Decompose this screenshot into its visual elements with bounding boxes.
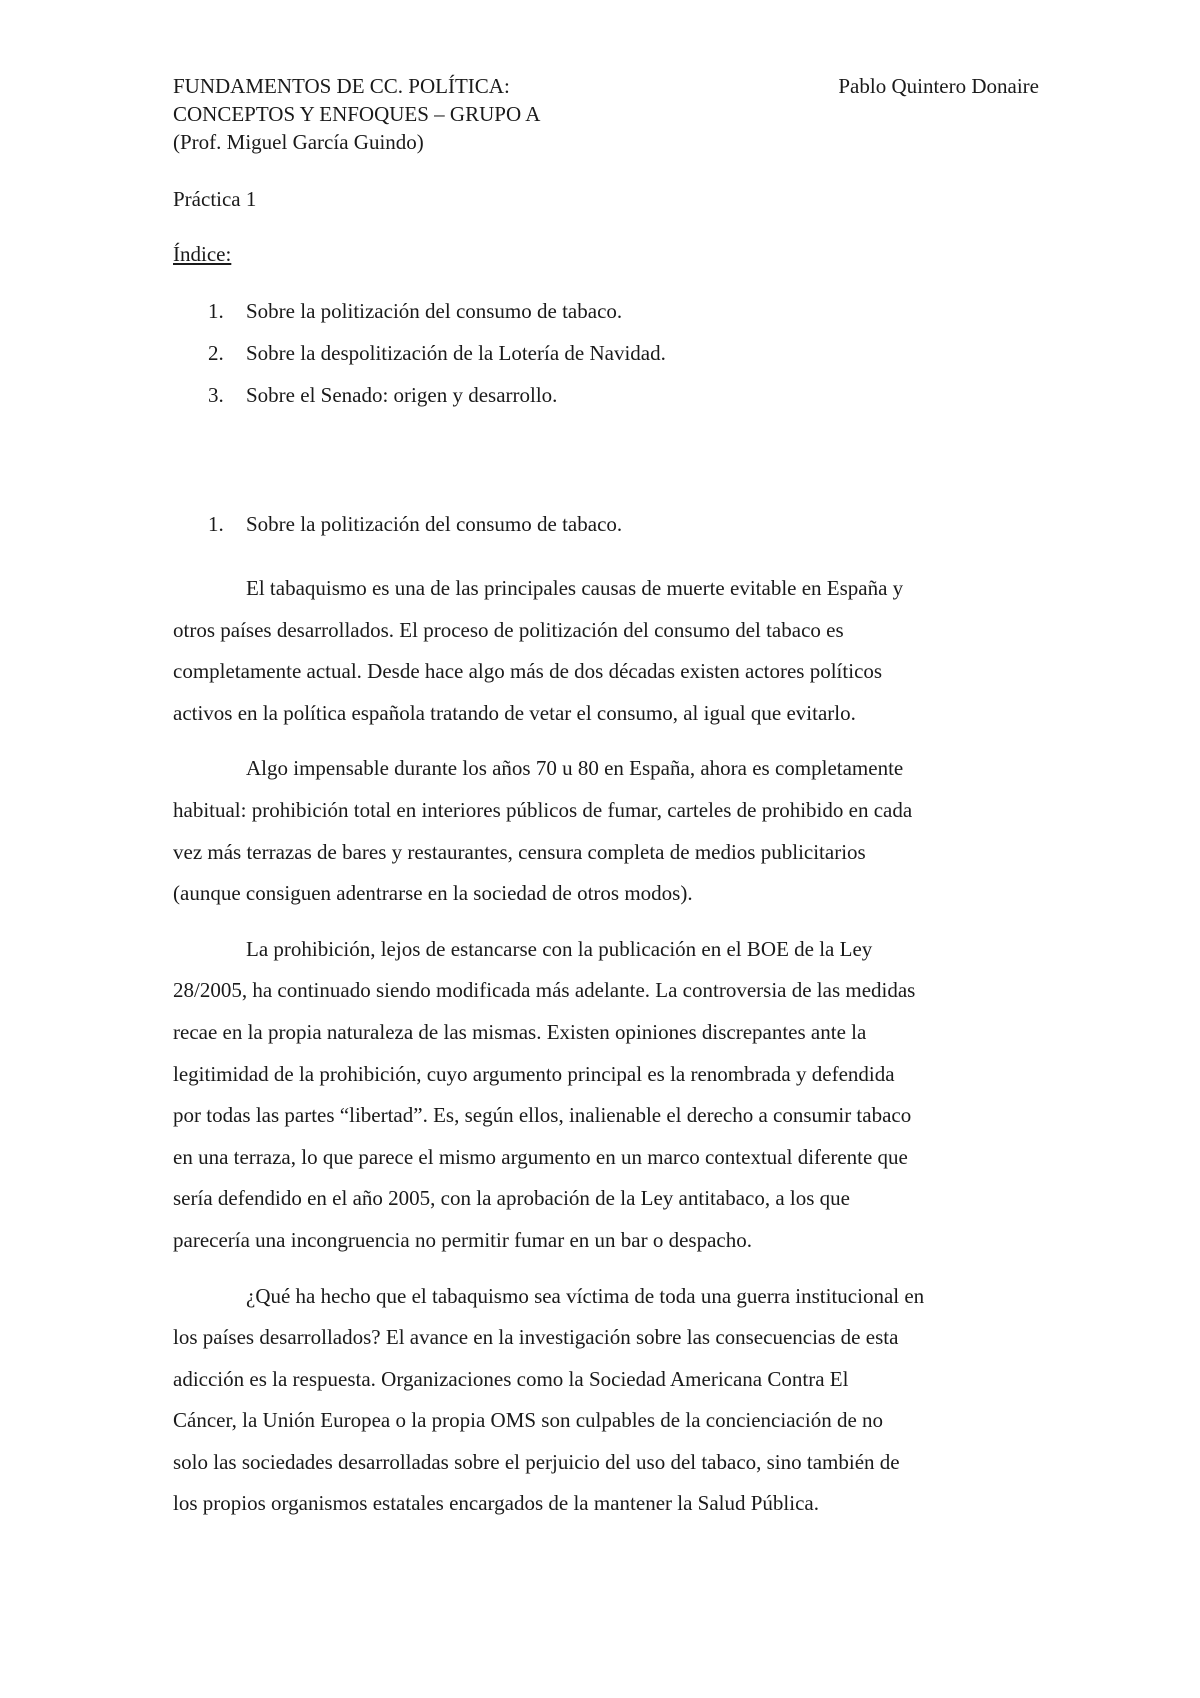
- paragraph-line: adicción es la respuesta. Organizaciones como la Sociedad Americana Contra El: [173, 1366, 849, 1391]
- toc-item: [0, 339, 1200, 381]
- paragraph-line: La prohibición, lejos de estancarse con la publicación en el BOE de la Ley: [246, 936, 873, 961]
- paragraph: [173, 929, 1043, 1262]
- toc-item-number: 1.: [208, 299, 224, 323]
- section-title: Sobre la politización del consumo de tabaco.: [246, 512, 623, 536]
- toc-item-text: Sobre la despolitización de la Lotería de Navidad.: [246, 341, 666, 365]
- paragraph-line: Algo impensable durante los años 70 u 80 en España, ahora es completamente: [246, 756, 904, 781]
- paragraph-line: activos en la política española tratando de vetar el consumo, al igual que evitarlo.: [173, 700, 856, 725]
- paragraph-line: El tabaquismo es una de las principales causas de muerte evitable en España y: [246, 576, 904, 600]
- course-title-line-1: FUNDAMENTOS DE CC. POLÍTICA:: [173, 74, 510, 98]
- toc-item-text: Sobre el Senado: origen y desarrollo.: [246, 383, 558, 407]
- paragraph-line: otros países desarrollados. El proceso de politización del consumo del tabaco es: [173, 617, 844, 642]
- professor-name: (Prof. Miguel García Guindo): [173, 130, 424, 154]
- paragraph-line: por todas las partes “libertad”. Es, según ellos, inalienable el derecho a consumir tabaco: [173, 1103, 912, 1128]
- paragraph-line: ¿Qué ha hecho que el tabaquismo sea víctima de toda una guerra institucional en: [246, 1283, 925, 1308]
- paragraph-line: solo las sociedades desarrolladas sobre el perjuicio del uso del tabaco, sino también de: [173, 1449, 900, 1474]
- paragraph-line: legitimidad de la prohibición, cuyo argumento principal es la renombrada y defendida: [173, 1061, 895, 1086]
- paragraph: [173, 748, 1043, 914]
- paragraph-line: (aunque consiguen adentrarse en la sociedad de otros modos).: [173, 881, 693, 906]
- paragraph-line: Cáncer, la Unión Europea o la propia OMS son culpables de la concienciación de no: [173, 1408, 884, 1433]
- table-of-contents: [0, 297, 1200, 423]
- paragraph-line: 28/2005, ha continuado siendo modificada más adelante. La controversia de las medidas: [173, 978, 916, 1003]
- paragraph: [173, 568, 1043, 734]
- section-number: 1.: [208, 512, 224, 536]
- document-header: [173, 72, 1039, 156]
- author-name: Pablo Quintero Donaire: [838, 74, 1039, 98]
- paragraph-line: en una terraza, lo que parece el mismo argumento en un marco contextual diferente que: [173, 1144, 908, 1169]
- toc-item-number: 3.: [208, 383, 224, 407]
- toc-item-number: 2.: [208, 341, 224, 365]
- paragraph-line: vez más terrazas de bares y restaurantes, censura completa de medios publicitarios: [173, 839, 866, 864]
- section-body: [173, 568, 1043, 1539]
- toc-item-text: Sobre la politización del consumo de tabaco.: [246, 299, 623, 323]
- toc-item: [0, 381, 1200, 423]
- paragraph-line: recae en la propia naturaleza de las mismas. Existen opiniones discrepantes ante la: [173, 1019, 867, 1044]
- paragraph: [173, 1276, 1043, 1526]
- toc-item: [0, 297, 1200, 339]
- paragraph-line: los países desarrollados? El avance en la investigación sobre las consecuencias de esta: [173, 1325, 899, 1350]
- practice-title: Práctica 1: [173, 187, 257, 211]
- paragraph-line: sería defendido en el año 2005, con la aprobación de la Ley antitabaco, a los que: [173, 1186, 850, 1211]
- paragraph-line: los propios organismos estatales encargados de la mantener la Salud Pública.: [173, 1491, 819, 1516]
- paragraph-line: parecería una incongruencia no permitir fumar en un bar o despacho.: [173, 1227, 752, 1252]
- section-heading: [0, 510, 1200, 538]
- index-heading: Índice:: [173, 242, 232, 266]
- course-title-line-2: CONCEPTOS Y ENFOQUES – GRUPO A: [173, 102, 541, 126]
- paragraph-line: habitual: prohibición total en interiores públicos de fumar, carteles de prohibido en cada: [173, 797, 913, 822]
- paragraph-line: completamente actual. Desde hace algo más de dos décadas existen actores políticos: [173, 659, 883, 684]
